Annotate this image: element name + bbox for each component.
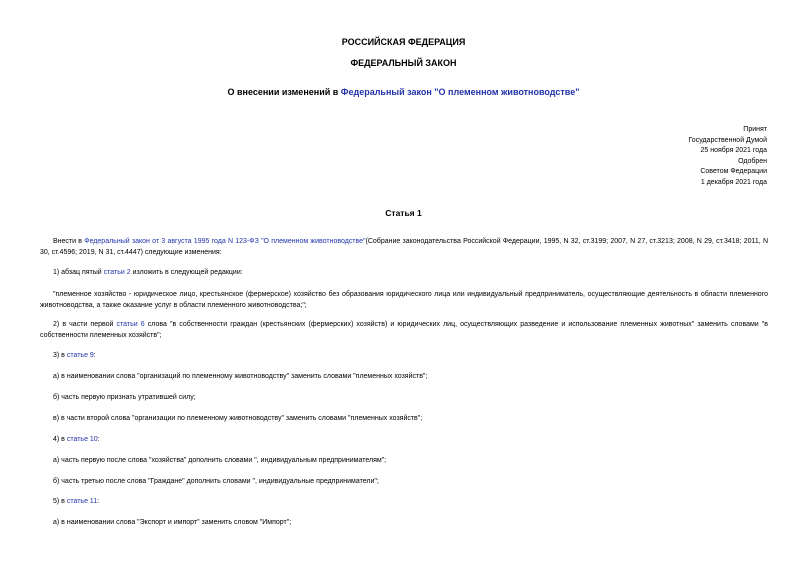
item-3-link[interactable]: статье 9 <box>66 352 94 359</box>
accepted-line: Принят <box>743 126 767 133</box>
item-2 <box>40 319 768 341</box>
item-3-text-end: : <box>93 352 96 359</box>
intro-suffix: (Собрание законодательства Российской Федерации, 1995, N 32, ст.3199; 2007, N 27, ст.3213; 2008, N 29, ст.3418; 2011, N 30, ст.4596; 2019, N 31, ст.4447) следующие изменения: <box>40 238 769 256</box>
item-3 <box>40 350 768 361</box>
item-1-link[interactable]: статьи 2 <box>103 269 131 276</box>
approved-line: 1 декабря 2021 года <box>700 178 767 186</box>
item-5 <box>40 496 768 507</box>
accepted-line: Государственной Думой <box>688 136 767 144</box>
item-4-link[interactable]: статье 10 <box>66 436 98 443</box>
item-2-link[interactable]: статьи 6 <box>116 321 145 328</box>
item-4a: а) часть первую после слова "хозяйства" дополнить словами ", индивидуальным предпринимателям"; <box>53 457 387 464</box>
law-title-prefix: О внесении изменений в <box>227 87 341 97</box>
item-1-quote: "племенное хозяйство - юридическое лицо, крестьянское (фермерское) хозяйство без образования юридического лица или индивидуальный предприниматель, осуществляющие деятельность в области племенного животноводства, а также оказание услуг в области племенного животноводства;"; <box>40 291 768 309</box>
item-1 <box>40 267 768 278</box>
accepted-line: 25 ноября 2021 года <box>700 147 767 154</box>
item-4b: б) часть третью после слова "Граждане" дополнить словами ", индивидуальные предприниматели"; <box>53 478 379 485</box>
item-5-text-end: : <box>97 498 100 505</box>
intro-paragraph <box>40 236 768 258</box>
item-5-link[interactable]: статье 11 <box>66 498 98 505</box>
item-2-text-end: слова "в собственности граждан (крестьянских (фермерских) хозяйств) и юридических лиц, осуществляющих разведение и использование племенных животных" заменить словами "в собственности племенных хозяйств"; <box>40 321 769 339</box>
header-law-type: ФЕДЕРАЛЬНЫЙ ЗАКОН <box>350 58 457 68</box>
item-4-text: 4) в <box>53 436 67 443</box>
item-3a: а) в наименовании слова "организаций по племенному животноводству" заменить словами "племенных хозяйств"; <box>53 373 428 380</box>
law-title <box>0 87 807 97</box>
item-4-text-end: : <box>97 436 100 443</box>
header-country: РОССИЙСКАЯ ФЕДЕРАЦИЯ <box>341 37 466 47</box>
item-5-text: 5) в <box>53 498 67 505</box>
item-4 <box>40 434 768 445</box>
item-3b: б) часть первую признать утратившей силу; <box>53 394 196 401</box>
item-2-text: 2) в части первой <box>53 321 117 328</box>
intro-prefix: Внести в <box>53 238 85 245</box>
item-3c: в) в части второй слова "организации по племенному животноводству" заменить словами "племенных хозяйств"; <box>53 415 423 422</box>
adoption-block <box>688 125 767 188</box>
item-5a: а) в наименовании слова "Экспорт и импорт" заменить словом "Импорт"; <box>53 519 292 526</box>
approved-line: Одобрен <box>738 157 767 165</box>
item-3-text: 3) в <box>53 352 67 359</box>
item-1-text: 1) абзац пятый <box>53 269 104 276</box>
law-title-link[interactable]: Федеральный закон "О племенном животноводстве" <box>340 87 580 97</box>
approved-line: Советом Федерации <box>700 168 767 175</box>
intro-law-link[interactable]: Федеральный закон от 3 августа 1995 года N 123-ФЗ "О племенном животноводстве" <box>84 238 366 245</box>
article-heading: Статья 1 <box>385 208 422 218</box>
item-1-text-end: изложить в следующей редакции: <box>130 269 243 276</box>
